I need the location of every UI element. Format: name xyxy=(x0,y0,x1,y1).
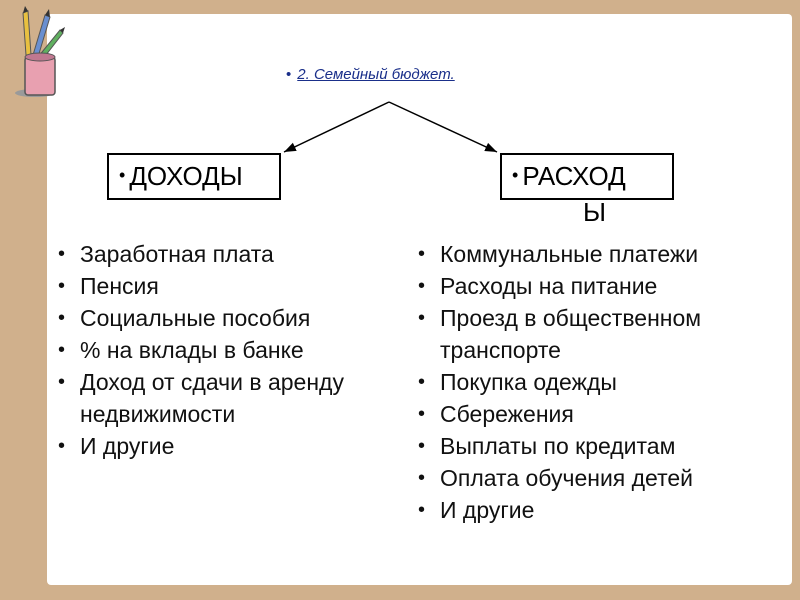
list-item: • Сбережения xyxy=(418,398,758,430)
income-heading: ДОХОДЫ xyxy=(129,161,243,191)
list-item: • Проезд в общественном транспорте xyxy=(418,302,758,366)
list-item: • Выплаты по кредитам xyxy=(418,430,758,462)
expense-heading: РАСХОД xyxy=(522,161,626,191)
list-item: • И другие xyxy=(418,494,758,526)
list-item: • % на вклады в банке xyxy=(58,334,398,366)
list-item: • Социальные пособия xyxy=(58,302,398,334)
expense-box xyxy=(500,153,674,200)
list-item: • Коммунальные платежи xyxy=(418,238,758,270)
list-item: • Расходы на питание xyxy=(418,270,758,302)
arrow-to-income xyxy=(284,102,389,152)
list-item: • И другие xyxy=(58,430,398,462)
list-item: • Доход от сдачи в аренду недвижимости xyxy=(58,366,398,430)
list-item: • Заработная плата xyxy=(58,238,398,270)
expense-heading-wrap: Ы xyxy=(583,197,607,227)
list-item: • Покупка одежды xyxy=(418,366,758,398)
income-bullet: • xyxy=(119,165,126,185)
title-bullet: • xyxy=(286,66,292,83)
list-item: • Пенсия xyxy=(58,270,398,302)
income-box xyxy=(107,153,281,200)
title-text: 2. Семейный бюджет. xyxy=(297,66,455,83)
list-item: • Оплата обучения детей xyxy=(418,462,758,494)
expense-list xyxy=(418,238,758,526)
expense-bullet: • xyxy=(512,165,519,185)
arrow-to-expense xyxy=(389,102,497,152)
income-list xyxy=(58,238,398,462)
